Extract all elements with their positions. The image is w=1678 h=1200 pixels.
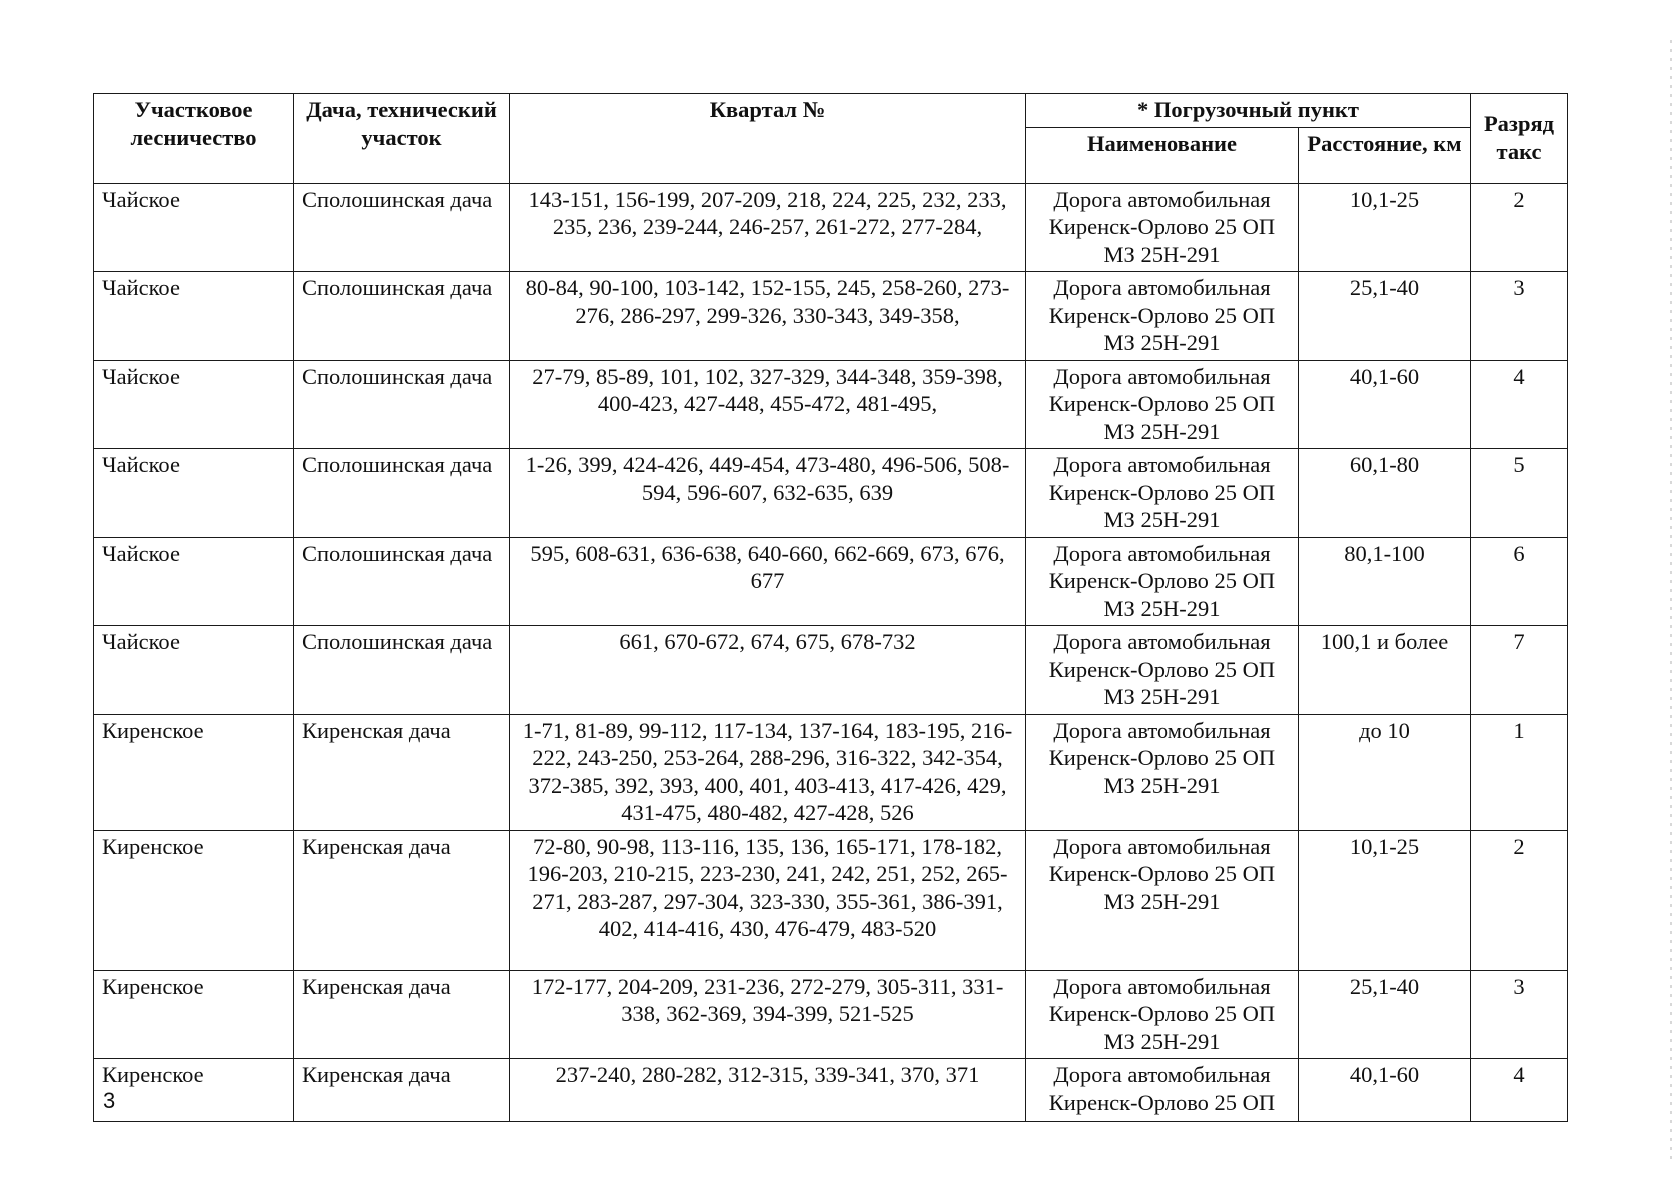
cell-forestry: Киренское	[94, 714, 294, 830]
cell-dacha: Киренская дача	[294, 714, 510, 830]
cell-kvartal: 661, 670-672, 674, 675, 678-732	[510, 626, 1026, 715]
header-kvartal: Квартал №	[510, 94, 1026, 184]
cell-dacha: Сполошинская дача	[294, 183, 510, 272]
cell-dacha: Сполошинская дача	[294, 360, 510, 449]
header-loading-point: * Погрузочный пункт	[1026, 94, 1471, 128]
cell-distance: до 10	[1299, 714, 1471, 830]
cell-rank: 3	[1471, 970, 1568, 1059]
cell-rank: 4	[1471, 1059, 1568, 1122]
header-dacha: Дача, технический участок	[294, 94, 510, 184]
cell-loading-point-name: Дорога автомобильная Киренск-Орлово 25 ОП МЗ 25Н-291	[1026, 626, 1299, 715]
cell-forestry: Чайское	[94, 360, 294, 449]
cell-kvartal: 80-84, 90-100, 103-142, 152-155, 245, 258-260, 273-276, 286-297, 299-326, 330-343, 349-358,	[510, 272, 1026, 361]
table-row	[94, 626, 1568, 715]
cell-dacha: Сполошинская дача	[294, 449, 510, 538]
header-forestry: Участковое лесничество	[94, 94, 294, 184]
header-distance: Расстояние, км	[1299, 127, 1471, 183]
cell-dacha: Киренская дача	[294, 830, 510, 970]
cell-forestry: Киренское	[94, 970, 294, 1059]
table-row	[94, 183, 1568, 272]
cell-distance: 25,1-40	[1299, 970, 1471, 1059]
table-row	[94, 449, 1568, 538]
cell-distance: 60,1-80	[1299, 449, 1471, 538]
cell-forestry: Чайское	[94, 183, 294, 272]
cell-distance: 25,1-40	[1299, 272, 1471, 361]
cell-loading-point-name: Дорога автомобильная Киренск-Орлово 25 ОП МЗ 25Н-291	[1026, 714, 1299, 830]
cell-loading-point-name: Дорога автомобильная Киренск-Орлово 25 ОП МЗ 25Н-291	[1026, 830, 1299, 970]
cell-dacha: Сполошинская дача	[294, 626, 510, 715]
cell-rank: 5	[1471, 449, 1568, 538]
cell-loading-point-name: Дорога автомобильная Киренск-Орлово 25 ОП МЗ 25Н-291	[1026, 360, 1299, 449]
cell-kvartal: 1-71, 81-89, 99-112, 117-134, 137-164, 183-195, 216-222, 243-250, 253-264, 288-296, 316-322, 342-354, 372-385, 392, 393, 400, 401, 403-413, 417-426, 429, 431-475, 480-482, 427-428, 526	[510, 714, 1026, 830]
cell-kvartal: 143-151, 156-199, 207-209, 218, 224, 225, 232, 233, 235, 236, 239-244, 246-257, 261-272, 277-284,	[510, 183, 1026, 272]
cell-forestry: Киренское	[94, 830, 294, 970]
cell-loading-point-name: Дорога автомобильная Киренск-Орлово 25 ОП	[1026, 1059, 1299, 1122]
table-row	[94, 1059, 1568, 1122]
page-number: 3	[103, 1088, 116, 1113]
cell-dacha: Сполошинская дача	[294, 272, 510, 361]
cell-rank: 1	[1471, 714, 1568, 830]
scan-edge-mark	[1670, 40, 1672, 1160]
loading-points-table	[93, 93, 1568, 1122]
cell-distance: 40,1-60	[1299, 360, 1471, 449]
table-body	[94, 183, 1568, 1122]
cell-kvartal: 1-26, 399, 424-426, 449-454, 473-480, 496-506, 508-594, 596-607, 632-635, 639	[510, 449, 1026, 538]
cell-kvartal: 72-80, 90-98, 113-116, 135, 136, 165-171, 178-182, 196-203, 210-215, 223-230, 241, 242, 251, 252, 265-271, 283-287, 297-304, 323-330, 355-361, 386-391, 402, 414-416, 430, 476-479, 483-520	[510, 830, 1026, 970]
table-row	[94, 714, 1568, 830]
cell-loading-point-name: Дорога автомобильная Киренск-Орлово 25 ОП МЗ 25Н-291	[1026, 970, 1299, 1059]
cell-rank: 4	[1471, 360, 1568, 449]
cell-distance: 10,1-25	[1299, 183, 1471, 272]
cell-forestry: Чайское	[94, 537, 294, 626]
table-row	[94, 272, 1568, 361]
cell-kvartal: 27-79, 85-89, 101, 102, 327-329, 344-348, 359-398, 400-423, 427-448, 455-472, 481-495,	[510, 360, 1026, 449]
cell-loading-point-name: Дорога автомобильная Киренск-Орлово 25 ОП МЗ 25Н-291	[1026, 183, 1299, 272]
header-name: Наименование	[1026, 127, 1299, 183]
cell-kvartal: 172-177, 204-209, 231-236, 272-279, 305-311, 331-338, 362-369, 394-399, 521-525	[510, 970, 1026, 1059]
cell-loading-point-name: Дорога автомобильная Киренск-Орлово 25 ОП МЗ 25Н-291	[1026, 449, 1299, 538]
cell-dacha: Киренская дача	[294, 1059, 510, 1122]
header-rank: Разряд такс	[1471, 94, 1568, 184]
cell-distance: 40,1-60	[1299, 1059, 1471, 1122]
cell-loading-point-name: Дорога автомобильная Киренск-Орлово 25 ОП МЗ 25Н-291	[1026, 537, 1299, 626]
table-row	[94, 830, 1568, 970]
table-row	[94, 537, 1568, 626]
cell-dacha: Сполошинская дача	[294, 537, 510, 626]
cell-distance: 80,1-100	[1299, 537, 1471, 626]
cell-kvartal: 595, 608-631, 636-638, 640-660, 662-669, 673, 676, 677	[510, 537, 1026, 626]
cell-rank: 3	[1471, 272, 1568, 361]
table-row	[94, 970, 1568, 1059]
cell-forestry: Киренское	[94, 1059, 294, 1122]
cell-kvartal: 237-240, 280-282, 312-315, 339-341, 370, 371	[510, 1059, 1026, 1122]
cell-distance: 100,1 и более	[1299, 626, 1471, 715]
cell-rank: 6	[1471, 537, 1568, 626]
cell-rank: 2	[1471, 183, 1568, 272]
cell-rank: 2	[1471, 830, 1568, 970]
cell-forestry: Чайское	[94, 626, 294, 715]
cell-loading-point-name: Дорога автомобильная Киренск-Орлово 25 ОП МЗ 25Н-291	[1026, 272, 1299, 361]
cell-rank: 7	[1471, 626, 1568, 715]
cell-dacha: Киренская дача	[294, 970, 510, 1059]
table-header	[94, 94, 1568, 184]
table-row	[94, 360, 1568, 449]
cell-forestry: Чайское	[94, 272, 294, 361]
cell-distance: 10,1-25	[1299, 830, 1471, 970]
cell-forestry: Чайское	[94, 449, 294, 538]
